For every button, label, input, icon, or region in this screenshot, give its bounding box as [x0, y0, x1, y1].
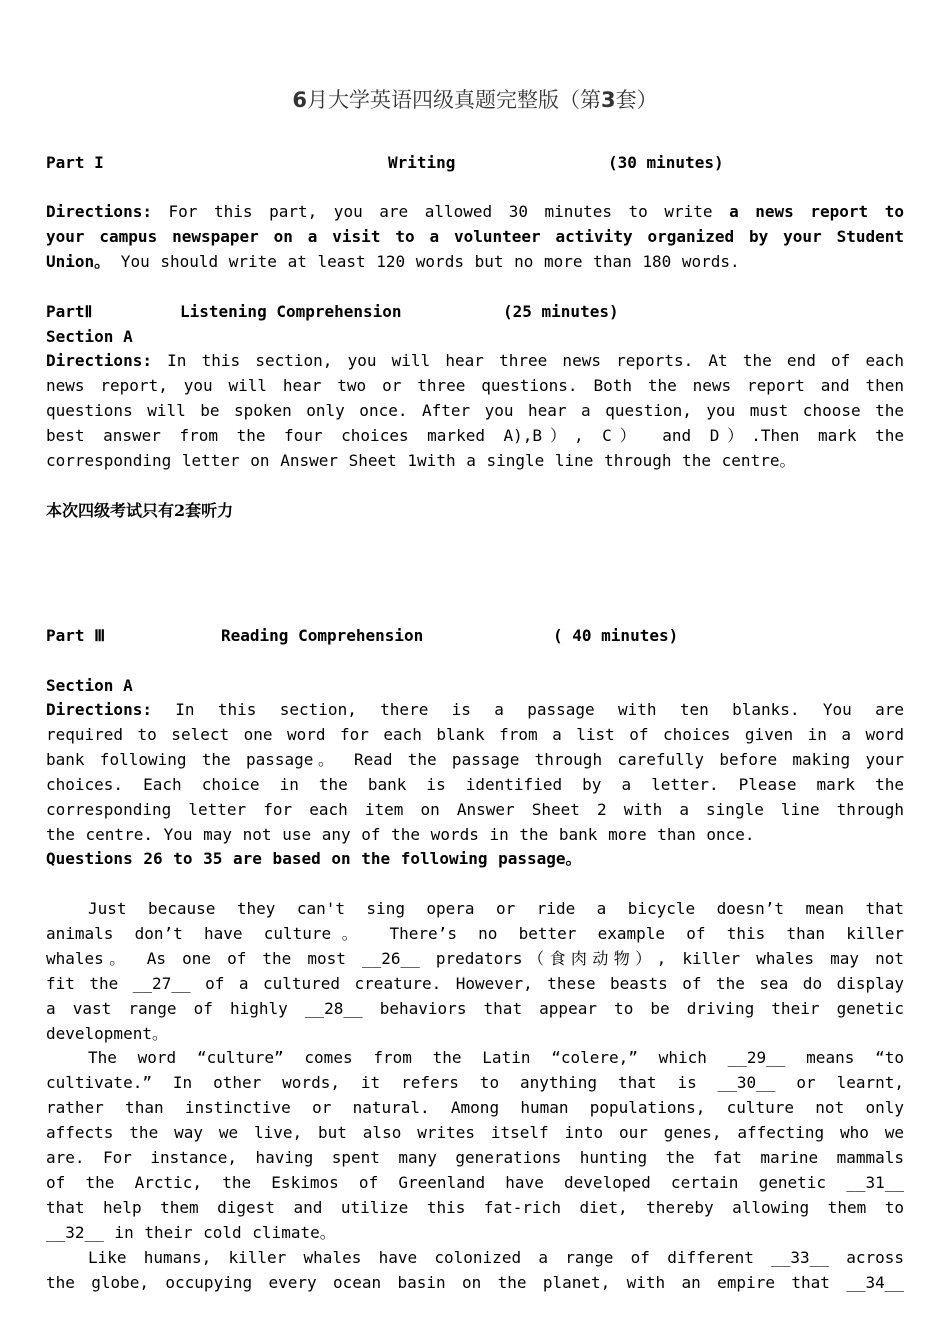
- passage-line: development。: [46, 1023, 168, 1043]
- part1-directions-label: Directions:: [46, 202, 152, 221]
- part1-directions-text: For this part, you are allowed 30 minutes to write: [151, 202, 730, 221]
- passage-line: Like humans, killer whales have colonized a range of different __33__ across: [88, 1247, 904, 1267]
- part2-section: Section A: [46, 327, 133, 346]
- passage-line: Just because they can't sing opera or ride a bicycle doesn’t mean that: [88, 899, 904, 918]
- questions-heading: Questions 26 to 35 are based on the following passage。: [46, 849, 582, 869]
- part2-directions-line: corresponding letter on Answer Sheet 1with a single line through the centre。: [46, 450, 796, 470]
- passage-line: cultivate.” In other words, it refers to anything that is __30__ or learnt,: [46, 1073, 904, 1093]
- part3-directions-line: corresponding letter for each item on Answer Sheet 2 with a single line through: [46, 799, 904, 819]
- passage-line: rather than instinctive or natural. Among human populations, culture not only: [46, 1098, 904, 1118]
- part3-directions-line: the centre. You may not use any of the words in the bank more than once.: [46, 824, 755, 844]
- title-text: 月大学英语四级真题完整版（第: [307, 88, 601, 112]
- part3-name: Reading Comprehension: [221, 626, 424, 645]
- part3-time: ( 40 minutes): [553, 626, 679, 645]
- title-number-prefix: 6: [292, 88, 307, 112]
- part3-directions: [46, 698, 904, 872]
- part3-label: Part Ⅲ: [46, 626, 106, 645]
- title-set-number: 3: [601, 88, 616, 112]
- part1-word-limit: You should write at least 120 words but no more than 180 words.: [110, 251, 740, 271]
- passage-line: of the Arctic, the Eskimos of Greenland have developed certain genetic __31__: [46, 1172, 904, 1192]
- part2-directions-line: best answer from the four choices marked A),B）, C） and D）.Then mark the: [46, 425, 904, 445]
- passage-line: the globe, occupying every ocean basin on the planet, with an empire that __34__: [46, 1272, 904, 1292]
- passage-line: __32__ in their cold climate。: [46, 1222, 336, 1242]
- part2-time: (25 minutes): [503, 302, 619, 321]
- part2-directions: [46, 349, 904, 474]
- passage-line: The word “culture” comes from the Latin “colere,” which __29__ means “to: [88, 1048, 904, 1068]
- title-suffix: 套）: [615, 88, 658, 112]
- part3-directions-label: Directions:: [46, 700, 152, 719]
- passage-line: are. For instance, having spent many generations hunting the fat marine mammals: [46, 1148, 904, 1168]
- reading-passage: [46, 897, 904, 1296]
- listening-note: 本次四级考试只有2套听力: [46, 501, 234, 520]
- part2-directions-line: news report, you will hear two or three questions. Both the news report and then: [46, 375, 904, 395]
- part2-directions-line: questions will be spoken only once. After you hear a question, you must choose the: [46, 400, 904, 420]
- part1-task-bold-2: your campus newspaper on a visit to a volunteer activity organized by your Student: [46, 226, 904, 246]
- passage-line: a vast range of highly __28__ behaviors that appear to be driving their genetic: [46, 998, 904, 1018]
- passage-line: fit the __27__ of a cultured creature. However, these beasts of the sea do display: [46, 973, 904, 993]
- part1-directions: [46, 200, 904, 275]
- part2-directions-line: In this section, you will hear three news reports. At the end of each: [151, 351, 904, 370]
- part3-directions-line: required to select one word for each blank from a list of choices given in a word: [46, 724, 904, 744]
- part2-name: Listening Comprehension: [180, 302, 402, 321]
- part1-time: (30 minutes): [608, 153, 724, 172]
- part1-task-bold-1: a news report to: [729, 202, 905, 221]
- part2-label: PartⅡ: [46, 302, 93, 321]
- part1-task-bold-3: Union。: [46, 251, 111, 271]
- part2-directions-label: Directions:: [46, 351, 152, 370]
- passage-line: whales。 As one of the most __26__ predators（食肉动物）, killer whales may not: [46, 948, 904, 968]
- part3-directions-line: bank following the passage。 Read the passage through carefully before making your: [46, 749, 904, 769]
- part3-directions-line: choices. Each choice in the bank is identified by a letter. Please mark the: [46, 774, 904, 794]
- passage-line: that help them digest and utilize this fat-rich diet, thereby allowing them to: [46, 1197, 904, 1217]
- passage-line: animals don’t have culture。 There’s no better example of this than killer: [46, 923, 904, 943]
- part1-label: Part I: [46, 153, 104, 172]
- part3-section: Section A: [46, 676, 133, 695]
- page-title: [46, 84, 904, 114]
- passage-line: affects the way we live, but also writes itself into our genes, affecting who we: [46, 1123, 904, 1143]
- part3-directions-line: In this section, there is a passage with ten blanks. You are: [151, 700, 904, 719]
- part1-name: Writing: [388, 153, 456, 172]
